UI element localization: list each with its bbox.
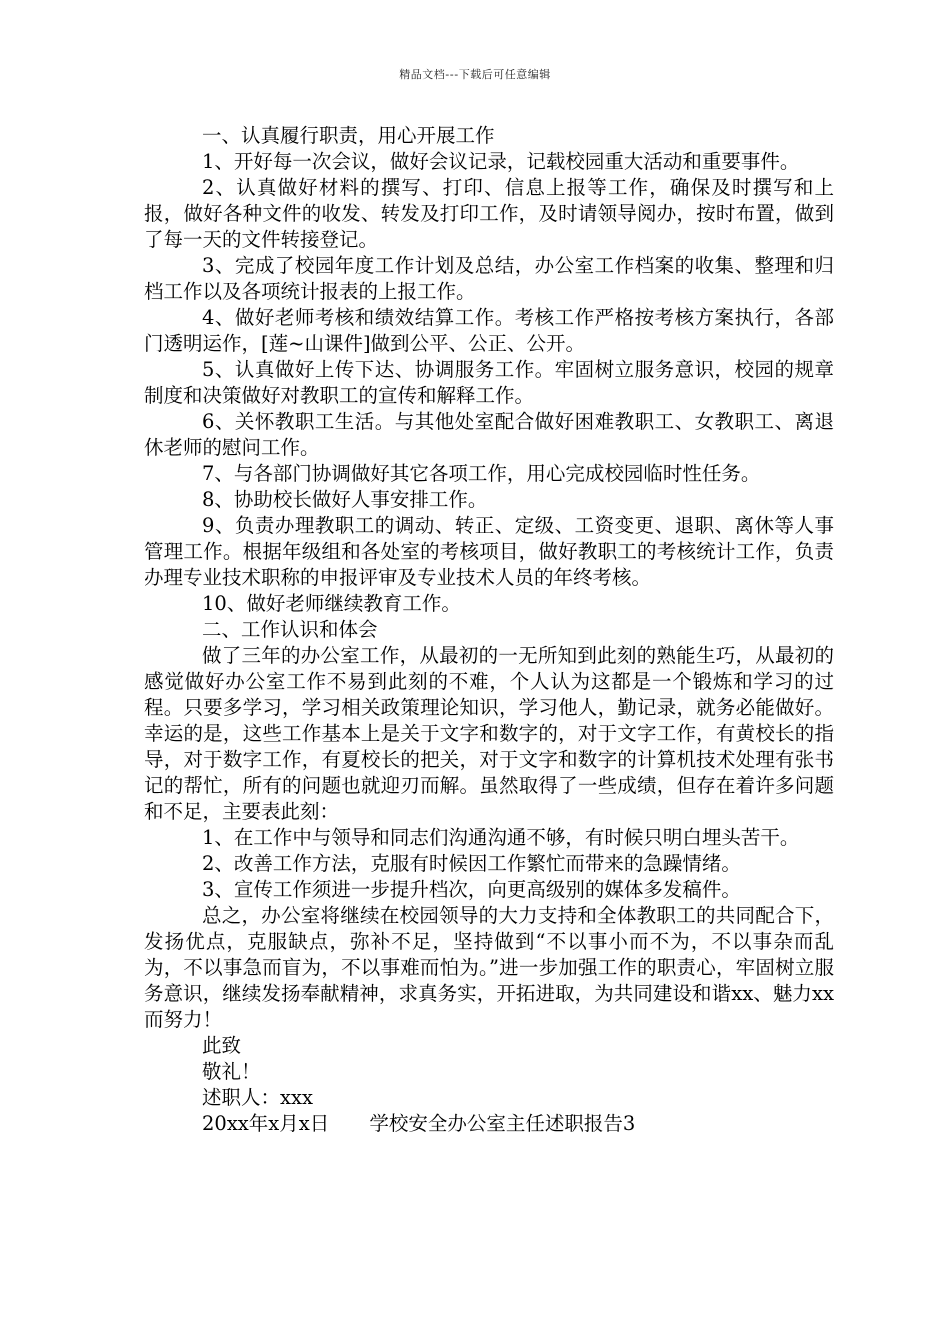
paragraph: 1、在工作中与领导和同志们沟通沟通不够，有时候只明白埋头苦干。 (202, 826, 800, 849)
closing-salute: 此致 (202, 1034, 242, 1057)
paragraph: 10、做好老师继续教育工作。 (202, 592, 461, 615)
signer: 述职人：xxx (202, 1086, 313, 1109)
date-line (144, 1111, 834, 1137)
paragraph: 3、完成了校园年度工作计划及总结，办公室工作档案的收集、整理和归档工作以及各项统计报表的上报工作。 (144, 254, 834, 303)
paragraph: 6、关怀教职工生活。与其他处室配合做好困难教职工、女教职工、离退休老师的慰问工作。 (144, 410, 834, 459)
next-report-title: 学校安全办公室主任述职报告3 (369, 1112, 636, 1135)
document-body (144, 123, 834, 1137)
paragraph: 4、做好老师考核和绩效结算工作。考核工作严格按考核方案执行，各部门透明运作，[莲~山课件]做到公平、公正、公开。 (144, 306, 834, 355)
paragraph: 3、宣传工作须进一步提升档次，向更高级别的媒体多发稿件。 (202, 878, 741, 901)
paragraph: 9、负责办理教职工的调动、转正、定级、工资变更、退职、离休等人事管理工作。根据年级组和各处室的考核项目，做好教职工的考核统计工作，负责办理专业技术职称的申报评审及专业技术人员的年终考核。 (144, 514, 834, 589)
paragraph: 2、改善工作方法，克服有时候因工作繁忙而带来的急躁情绪。 (202, 852, 741, 875)
paragraph: 8、协助校长做好人事安排工作。 (202, 488, 488, 511)
paragraph: 7、与各部门协调做好其它各项工作，用心完成校园临时性任务。 (202, 462, 761, 485)
paragraph: 做了三年的办公室工作，从最初的一无所知到此刻的熟能生巧，从最初的感觉做好办公室工作不易到此刻的不难，个人认为这都是一个锻炼和学习的过程。只要多学习，学习相关政策理论知识，学习他人，勤记录，就务必能做好。幸运的是，这些工作基本上是关于文字和数字的，对于文字工作，有黄校长的指导，对于数字工作，有夏校长的把关，对于文字和数字的计算机技术处理有张书记的帮忙，所有的问题也就迎刃而解。虽然取得了一些成绩，但存在着许多问题和不足，主要表此刻： (144, 644, 834, 823)
paragraph: 5、认真做好上传下达、协调服务工作。牢固树立服务意识，校园的规章制度和决策做好对教职工的宣传和解释工作。 (144, 358, 834, 407)
section-heading-1: 一、认真履行职责，用心开展工作 (202, 124, 495, 147)
paragraph: 总之，办公室将继续在校园领导的大力支持和全体教职工的共同配合下，发扬优点，克服缺点，弥补不足，坚持做到“不以事小而不为，不以事杂而乱为，不以事急而盲为，不以事难而怕为。”进一步加强工作的职责心，牢固树立服务意识，继续发扬奉献精神，求真务实，开拓进取，为共同建设和谐xx、魅力xx而努力！ (144, 904, 834, 1031)
closing-respect: 敬礼！ (202, 1060, 261, 1083)
paragraph: 1、开好每一次会议，做好会议记录，记载校园重大活动和重要事件。 (202, 150, 800, 173)
page-header: 精品文档---下载后可任意编辑 (399, 68, 551, 81)
date: 20xx年x月x日 (202, 1112, 330, 1135)
section-heading-2: 二、工作认识和体会 (202, 618, 378, 641)
paragraph: 2、认真做好材料的撰写、打印、信息上报等工作，确保及时撰写和上报，做好各种文件的收发、转发及打印工作，及时请领导阅办，按时布置，做到了每一天的文件转接登记。 (144, 176, 834, 251)
